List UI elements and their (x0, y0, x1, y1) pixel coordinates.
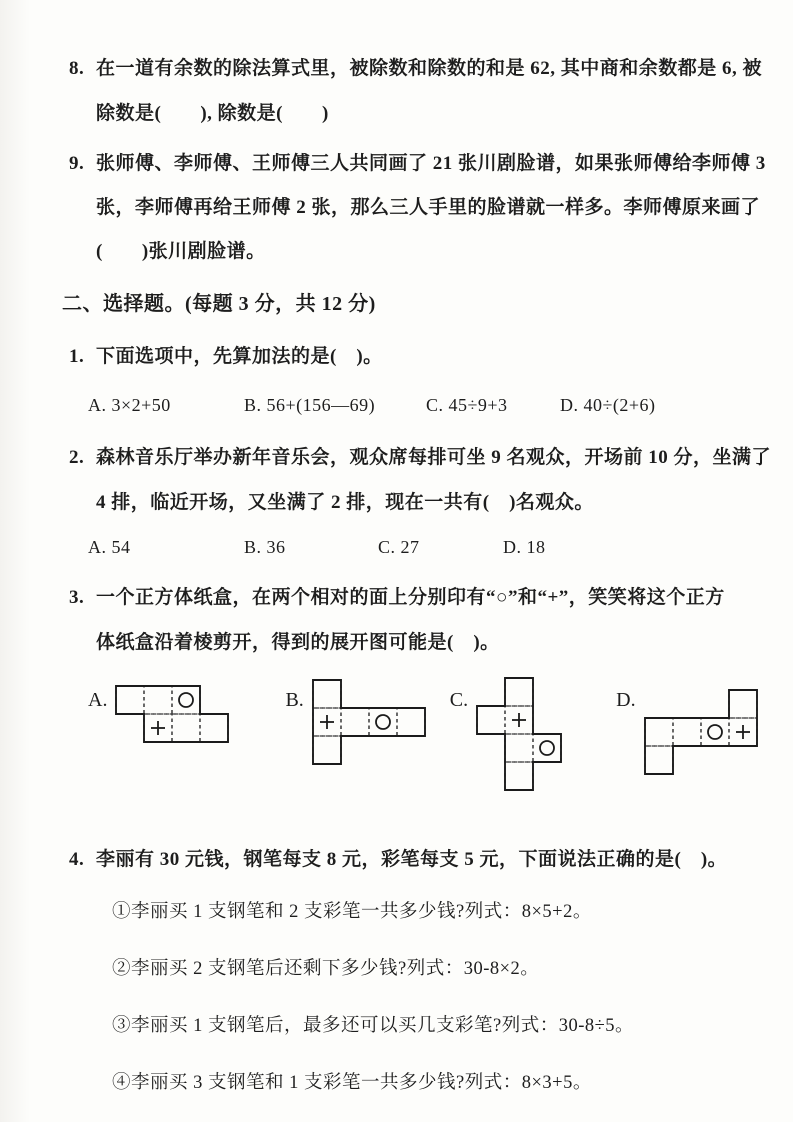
question-c2 (69, 435, 772, 569)
option-c: C. 45÷9+3 (426, 395, 508, 415)
question-c3-line-2: 体纸盒沿着棱剪开，得到的展开图可能是( )。 (96, 632, 500, 653)
option-b: B. 56+(156—69) (244, 395, 376, 415)
circle-symbol (376, 715, 390, 729)
option-a: A. 3×2+50 (88, 395, 171, 415)
net-b-label: B. (285, 689, 304, 711)
cube-net-option-b (285, 677, 425, 765)
cube-net-option-c (450, 677, 562, 791)
question-8-line-1 (69, 46, 763, 91)
plus-symbol (151, 721, 165, 735)
net-a-label: A. (88, 689, 108, 711)
plus-symbol (512, 713, 526, 727)
question-9-line-1 (69, 142, 766, 186)
question-8-text: 在一道有余数的除法算式里，被除数和除数的和是 62, 其中商和余数都是 6, 被 (96, 58, 763, 79)
question-c4-statement-3: ③李丽买 1 支钢笔后，最多还可以买几支彩笔?列式：30-8÷5。 (112, 1016, 635, 1036)
question-c4-statement-1: ①李丽买 1 支钢笔和 2 支彩笔一共多少钱?列式：8×5+2。 (112, 902, 592, 922)
question-c3-number: 3. (69, 587, 85, 608)
question-9-text: 张师傅、李师傅、王师傅三人共同画了 21 张川剧脸谱，如果张师傅给李师傅 3 (96, 153, 766, 174)
question-c2-line-2: 4 排，临近开场，又坐满了 2 排，现在一共有( )名观众。 (96, 492, 594, 513)
question-c2-number: 2. (69, 447, 85, 468)
question-c4-stem (69, 837, 759, 882)
question-9-number: 9. (69, 153, 85, 174)
circle-symbol (179, 693, 193, 707)
question-9 (69, 142, 766, 274)
question-c4-text: 李丽有 30 元钱，钢笔每支 8 元，彩笔每支 5 元，下面说法正确的是( )。 (96, 849, 728, 870)
question-c3-line-1 (69, 575, 759, 620)
cube-net-a-diagram (115, 685, 229, 743)
question-9-line-2: 张，李师傅再给王师傅 2 张，那么三人手里的脸谱就一样多。李师傅原来画了 (96, 197, 761, 218)
option-c: C. 27 (378, 537, 420, 557)
question-c3-text: 一个正方体纸盒，在两个相对的面上分别印有“○”和“+”，笑笑将这个正方 (96, 587, 725, 608)
question-c2-text: 森林音乐厅举办新年音乐会，观众席每排可坐 9 名观众，开场前 10 分，坐满了 (96, 447, 772, 468)
net-c-label: C. (449, 689, 469, 711)
question-c2-line-1 (69, 435, 772, 480)
question-c1-stem (69, 334, 759, 379)
question-c1-text: 下面选项中，先算加法的是( )。 (96, 346, 383, 367)
question-c2-options (88, 525, 759, 569)
question-8 (69, 46, 763, 136)
question-c4-statement-4: ④李丽买 3 支钢笔和 1 支彩笔一共多少钱?列式：8×3+5。 (112, 1073, 592, 1093)
question-c1-options (88, 383, 759, 427)
option-b: B. 36 (244, 537, 286, 557)
question-c3 (69, 575, 759, 791)
cube-net-options-row (88, 677, 759, 791)
question-c4-number: 4. (69, 849, 85, 870)
question-8-line-2: 除数是( ), 除数是( ) (96, 103, 329, 124)
cube-net-option-a (88, 677, 229, 743)
net-d-label: D. (616, 689, 636, 711)
question-c4 (69, 837, 759, 1105)
option-d: D. 18 (503, 537, 546, 557)
question-c1 (69, 334, 759, 427)
plus-symbol (736, 725, 750, 739)
question-8-number: 8. (69, 58, 85, 79)
circle-symbol (540, 741, 554, 755)
cube-net-c-diagram (476, 677, 562, 791)
question-c4-statement-2: ②李丽买 2 支钢笔后还剩下多少钱?列式：30-8×2。 (112, 959, 540, 979)
option-a: A. 54 (88, 537, 131, 557)
option-d: D. 40÷(2+6) (560, 395, 656, 415)
plus-symbol (320, 715, 334, 729)
question-c1-number: 1. (69, 346, 85, 367)
cube-net-d-diagram (644, 689, 758, 775)
cube-net-option-d (616, 677, 757, 775)
circle-symbol (708, 725, 722, 739)
cube-net-b-diagram (312, 679, 426, 765)
question-9-line-3: ( )张川剧脸谱。 (96, 241, 266, 262)
section-header-choice: 二、选择题。(每题 3 分，共 12 分) (62, 293, 376, 315)
